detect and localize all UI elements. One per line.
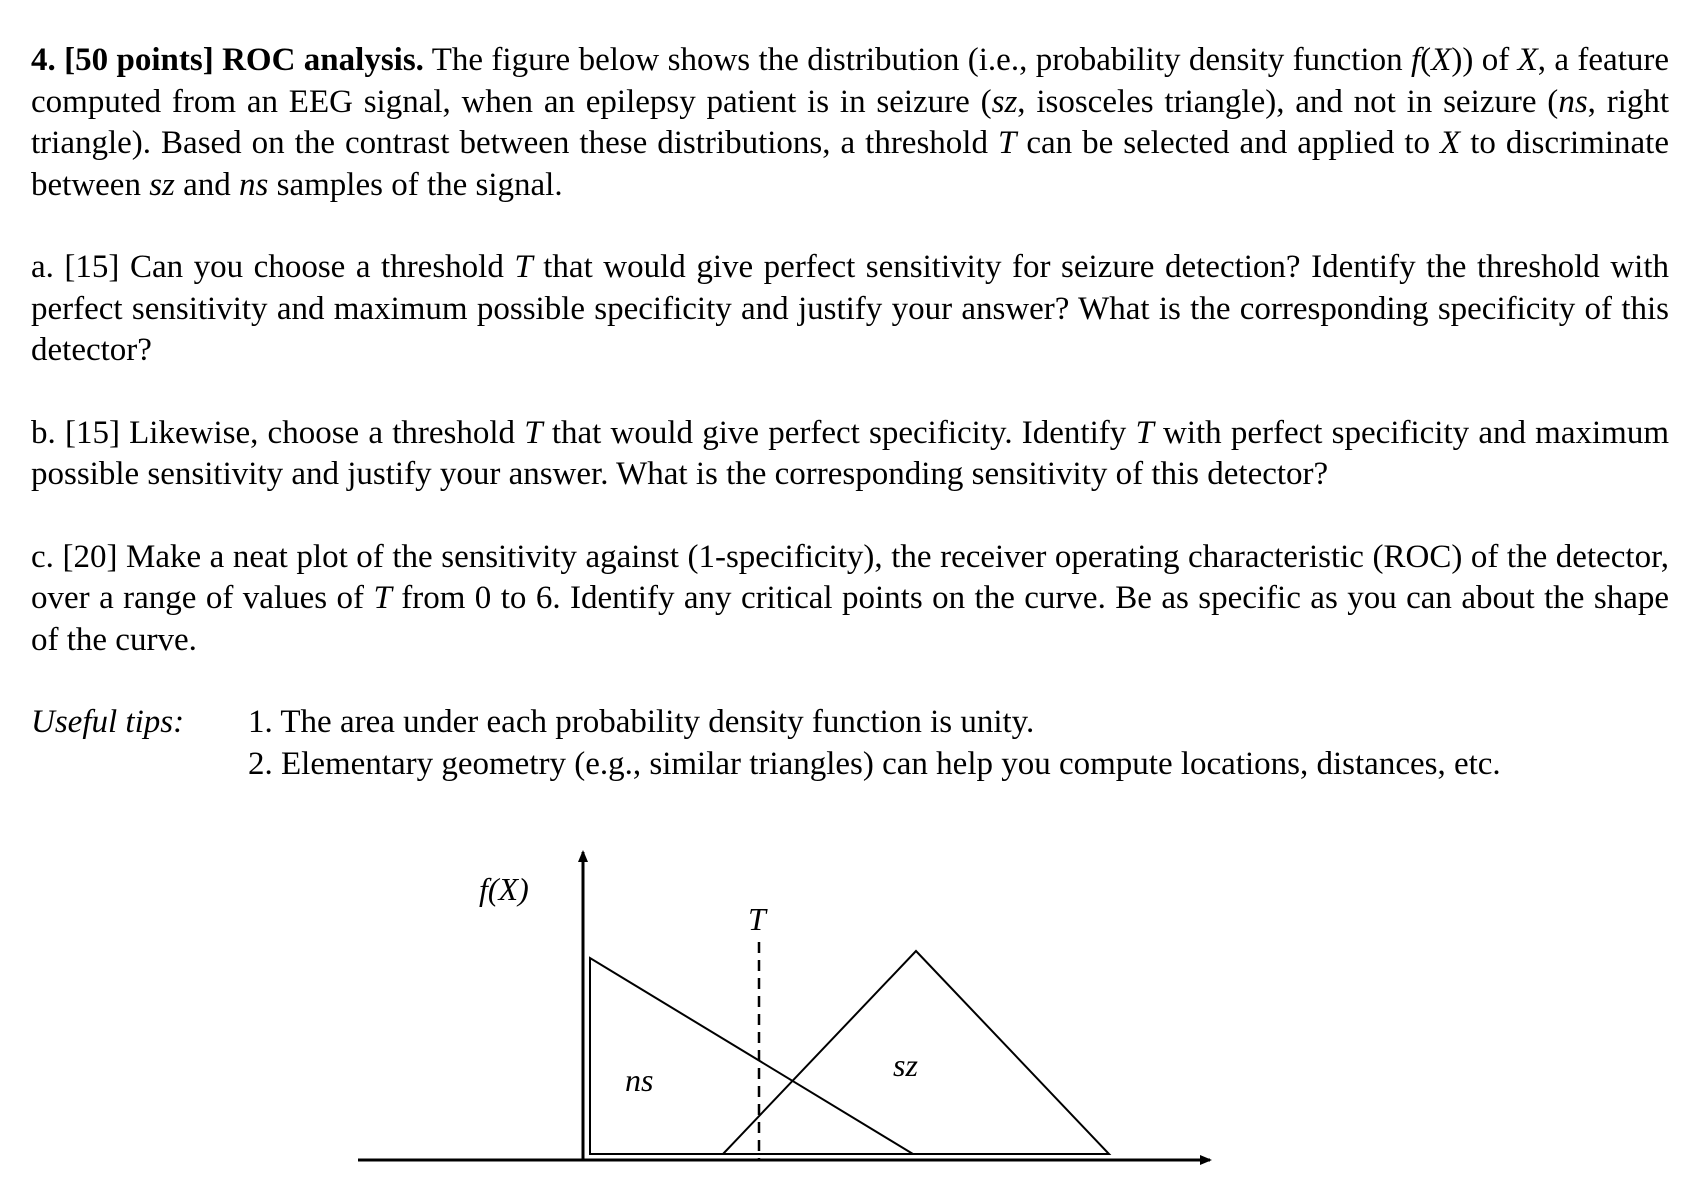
tip-item: 1. The area under each probability density function is unity. xyxy=(248,704,1035,740)
part-b-question: b. [15] Likewise, choose a threshold T that would give perfect specificity. Identify T with perfect specificity and maximum possible sensitivity and justify your answer. What is the corresponding sensitivity of this detector? xyxy=(31,414,1669,492)
y-axis-label: f(X) xyxy=(479,871,529,907)
question-number-title: 4. [50 points] ROC analysis. xyxy=(31,42,424,78)
tips-list xyxy=(248,702,1501,785)
useful-tips xyxy=(31,702,1669,792)
sz-label: sz xyxy=(893,1047,918,1083)
question-intro: 4. [50 points] ROC analysis. The figure below shows the distribution (i.e., probability density function f(X)) of X, a feature computed from an EEG signal, when an epilepsy patient is in seizure (sz, isosceles triangle), and not in seizure (ns, right triangle). Based on the contrast between these distributions, a threshold T can be selected and applied to X to discriminate between sz and ns samples of the signal. xyxy=(31,42,1670,203)
part-c-question: c. [20] Make a neat plot of the sensitivity against (1-specificity), the receiver operating characteristic (ROC) of the detector, over a range of values of T from 0 to 6. Identify any critical points on the curve. Be as specific as you can about the shape of the curve. xyxy=(31,538,1669,658)
threshold-label: T xyxy=(748,901,766,937)
tips-label: Useful tips: xyxy=(31,704,185,740)
sz-distribution-triangle xyxy=(723,951,1109,1154)
tip-item: 2. Elementary geometry (e.g., similar triangles) can help you compute locations, distances, etc. xyxy=(248,745,1501,782)
part-a-question: a. [15] Can you choose a threshold T that would give perfect sensitivity for seizure detection? Identify the threshold with perfect sensitivity and maximum possible specificity and justify your answer? What is the corresponding specificity of this detector? xyxy=(31,249,1669,368)
ns-distribution-triangle xyxy=(590,958,913,1154)
ns-label: ns xyxy=(625,1062,654,1098)
question-page xyxy=(31,40,1669,792)
